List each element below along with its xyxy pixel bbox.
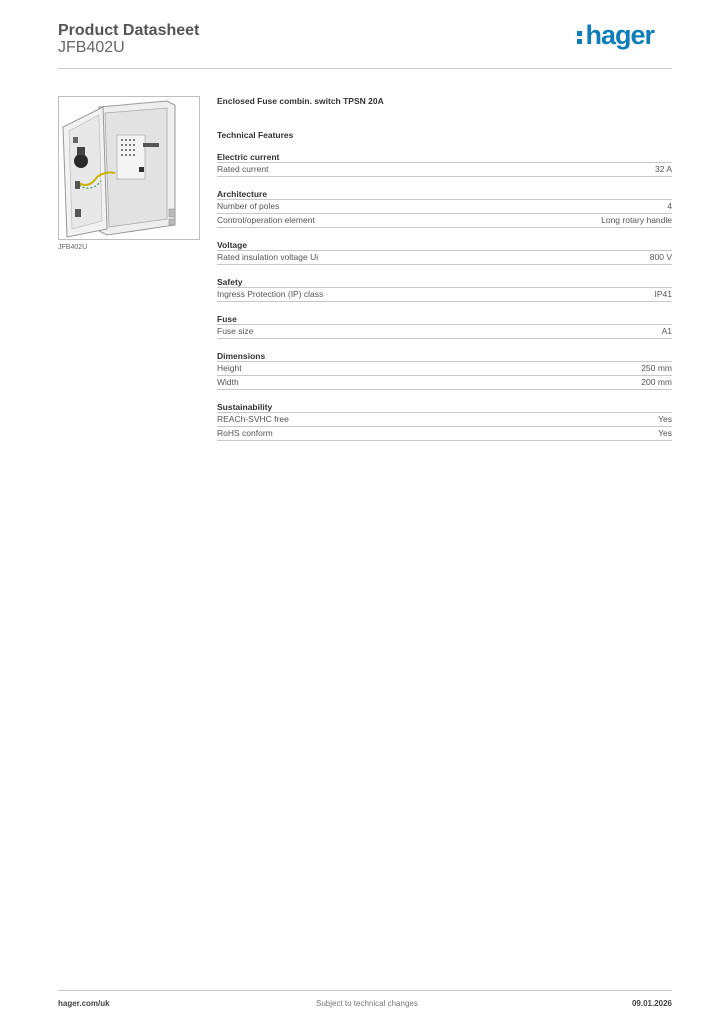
- spec-label: REACh-SVHC free: [217, 414, 289, 424]
- spec-label: Rated current: [217, 164, 269, 174]
- group-fuse: [217, 314, 672, 339]
- spec-row: [217, 214, 672, 228]
- spec-label: Ingress Protection (IP) class: [217, 289, 324, 299]
- group-title: Dimensions: [217, 351, 672, 362]
- product-code: JFB402U: [58, 39, 125, 56]
- spec-value: 250 mm: [641, 363, 672, 373]
- enclosure-illustration: [59, 97, 200, 240]
- hager-logo: [577, 20, 654, 51]
- product-name: Enclosed Fuse combin. switch TPSN 20A: [217, 96, 384, 106]
- spec-row: [217, 427, 672, 441]
- document-title: Product Datasheet: [58, 22, 200, 39]
- group-safety: [217, 277, 672, 302]
- spec-value: 200 mm: [641, 377, 672, 387]
- spec-label: RoHS conform: [217, 428, 273, 438]
- group-electric-current: [217, 152, 672, 177]
- spec-label: Width: [217, 377, 239, 387]
- group-title: Fuse: [217, 314, 672, 325]
- spec-row: [217, 163, 672, 177]
- logo-colon-icon: [577, 24, 584, 44]
- spec-value: A1: [661, 326, 672, 336]
- specifications: [217, 96, 672, 441]
- image-caption: JFB402U: [58, 244, 88, 251]
- spec-row: [217, 200, 672, 214]
- spec-value: 800 V: [649, 252, 672, 262]
- group-title: Safety: [217, 277, 672, 288]
- spec-label: Number of poles: [217, 201, 280, 211]
- spec-value: Yes: [658, 428, 672, 438]
- group-voltage: [217, 240, 672, 265]
- footer-website-link[interactable]: hager.com/uk: [58, 999, 110, 1008]
- spec-row: [217, 325, 672, 339]
- spec-row: [217, 376, 672, 390]
- footer-date: 09.01.2026: [631, 999, 672, 1008]
- group-title: Sustainability: [217, 402, 672, 413]
- group-dimensions: [217, 351, 672, 390]
- group-title: Architecture: [217, 189, 672, 200]
- spec-row: [217, 362, 672, 376]
- group-title: Voltage: [217, 240, 672, 251]
- spec-value: Yes: [658, 414, 672, 424]
- group-title: Electric current: [217, 152, 672, 163]
- spec-value: 32 A: [654, 164, 672, 174]
- footer-notice: Subject to technical changes: [316, 999, 418, 1008]
- spec-label: Control/operation element: [217, 215, 315, 225]
- page-footer: [58, 990, 672, 1010]
- spec-label: Rated insulation voltage Ui: [217, 252, 319, 262]
- technical-features-heading: Technical Features: [217, 130, 294, 140]
- spec-label: Fuse size: [217, 326, 254, 336]
- page-header: [58, 20, 672, 69]
- spec-row: [217, 413, 672, 427]
- spec-row: [217, 288, 672, 302]
- spec-label: Height: [217, 363, 242, 373]
- spec-value: IP41: [654, 289, 672, 299]
- spec-value: 4: [667, 201, 672, 211]
- logo-text: hager: [585, 20, 654, 50]
- group-architecture: [217, 189, 672, 228]
- group-sustainability: [217, 402, 672, 441]
- spec-row: [217, 251, 672, 265]
- product-image: [58, 96, 200, 240]
- spec-value: Long rotary handle: [601, 215, 672, 225]
